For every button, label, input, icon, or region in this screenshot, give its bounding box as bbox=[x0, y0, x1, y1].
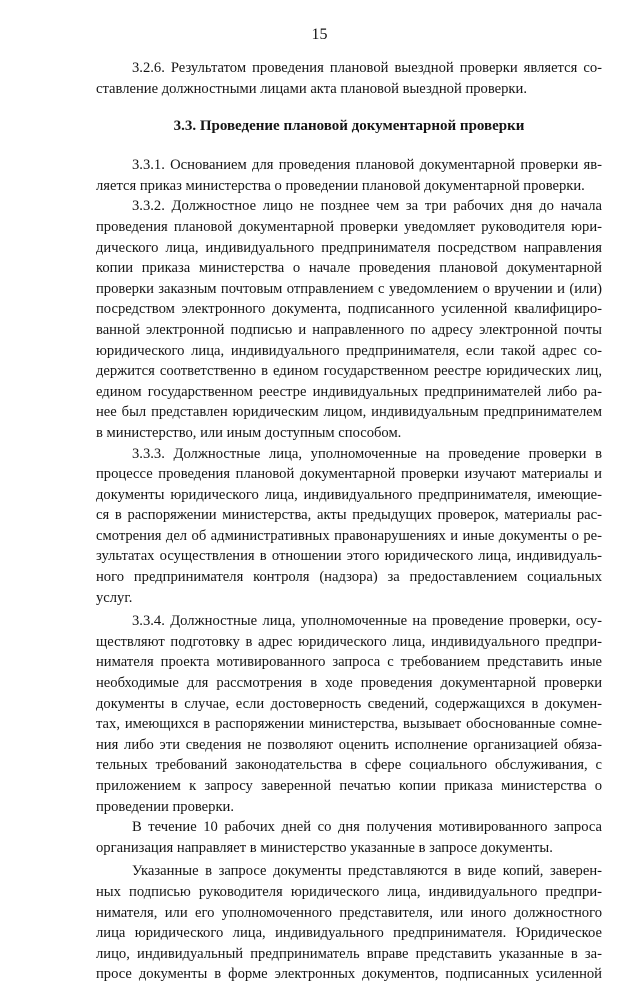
text-line: тах, имеющихся в распоряжении министерства, вызывает обоснованные сомне- bbox=[96, 716, 602, 733]
text-line: едином государственном реестре индивидуальных предпринимателей либо ра- bbox=[96, 383, 602, 400]
text-line: ния либо эти сведения не позволяют оценить исполнение организацией обяза- bbox=[96, 736, 602, 753]
paragraph-3-3-2 bbox=[96, 196, 602, 443]
text-line: нимателя, или его уполномоченного представителя, или иного должностного bbox=[96, 904, 602, 921]
text-line: услуг. bbox=[96, 589, 133, 606]
text-line: ставление должностными лицами акта плановой выездной проверки. bbox=[96, 80, 527, 97]
text-line: ществляют подготовку в адрес юридического лица, индивидуального предпри- bbox=[96, 633, 602, 650]
text-line: документы юридического лица, индивидуального предпринимателя, имеющие- bbox=[96, 486, 602, 503]
text-line: 3.2.6. Результатом проведения плановой выездной проверки является со- bbox=[132, 60, 602, 76]
text-line: 3.3.4. Должностные лица, уполномоченные на проведение проверки, осу- bbox=[132, 613, 602, 630]
text-line: посредством электронного документа, подписанного усиленной квалифициро- bbox=[96, 301, 602, 318]
text-line: нее был представлен юридическим лицом, индивидуальным предпринимателем bbox=[96, 404, 602, 421]
text-line: дического лица, индивидуального предпринимателя посредством направления bbox=[96, 239, 602, 256]
page-number: 15 bbox=[311, 26, 328, 43]
section-heading: 3.3. Проведение плановой документарной проверки bbox=[173, 118, 525, 135]
text-line: проверки заказным почтовым отправлением с уведомлением о вручении и (или) bbox=[96, 280, 602, 297]
text-line: просе документы в форме электронных документов, подписанных усиленной bbox=[96, 966, 602, 983]
text-line: лица юридического лица, индивидуального предпринимателя. Юридическое bbox=[96, 925, 602, 942]
text-line: зультатах осуществления в отношении этого юридического лица, индивидуаль- bbox=[96, 548, 602, 565]
text-line: в министерство, или иным доступным способом. bbox=[96, 424, 402, 441]
text-line: ванной электронной подписью и направленного по адресу электронной почты bbox=[96, 321, 602, 338]
text-line: 3.3.1. Основанием для проведения плановой документарной проверки яв- bbox=[132, 157, 602, 174]
text-line: проведения плановой документарной проверки уведомляет руководителя юри- bbox=[96, 218, 602, 235]
paragraph-3-3-3 bbox=[96, 444, 602, 609]
text-line: процессе проведения плановой документарной проверки изучают материалы и bbox=[96, 466, 602, 483]
text-line: документы в случае, если достоверность сведений, содержащихся в докумен- bbox=[96, 695, 602, 712]
text-line: Указанные в запросе документы представляются в виде копий, заверен- bbox=[132, 863, 602, 880]
text-line: 3.3.3. Должностные лица, уполномоченные на проведение проверки в bbox=[132, 445, 602, 462]
text-line: нимателя проекта мотивированного запроса с требованием представить иные bbox=[96, 654, 602, 671]
text-line: ных подписью руководителя юридического лица, индивидуального предпри- bbox=[96, 883, 602, 900]
text-line: ного предпринимателя контроля (надзора) за предоставлением социальных bbox=[96, 569, 602, 586]
paragraph-document-copies bbox=[96, 861, 602, 985]
text-line: организация направляет в министерство указанные в запросе документы. bbox=[96, 839, 553, 856]
text-line: 3.3.2. Должностное лицо не позднее чем за три рабочих дня до начала bbox=[132, 198, 602, 215]
text-line: копии приказа министерства о начале проведения плановой документарной bbox=[96, 260, 602, 277]
paragraph-3-3-4 bbox=[96, 611, 602, 817]
text-line: тельных требований законодательства в сфере социального обслуживания, с bbox=[96, 757, 602, 774]
text-line: проведении проверки. bbox=[96, 798, 235, 815]
paragraph-3-3-1 bbox=[96, 155, 602, 196]
text-line: юридического лица, индивидуального предпринимателя, если такой адрес со- bbox=[96, 342, 602, 359]
paragraph-response-deadline bbox=[96, 817, 602, 858]
paragraph-3-2-6 bbox=[96, 58, 602, 99]
document-body bbox=[96, 58, 602, 985]
text-line: приложением к запросу заверенной печатью копии приказа министерства о bbox=[96, 778, 602, 794]
text-line: лицо, индивидуальный предприниматель вправе представить указанные в за- bbox=[96, 945, 602, 962]
text-line: ляется приказ министерства о проведении плановой документарной проверки. bbox=[96, 177, 585, 194]
text-line: держится соответственно в едином государственном реестре юридических лиц, bbox=[96, 363, 602, 380]
text-line: необходимые для рассмотрения в ходе проведения документарной проверки bbox=[96, 675, 602, 692]
text-line: смотрения дел об административных правонарушениях и иные документы о ре- bbox=[96, 527, 602, 544]
text-line: В течение 10 рабочих дней со дня получения мотивированного запроса bbox=[132, 819, 602, 836]
text-line: ся в распоряжении министерства, акты предыдущих проверок, материалы рас- bbox=[96, 507, 602, 524]
